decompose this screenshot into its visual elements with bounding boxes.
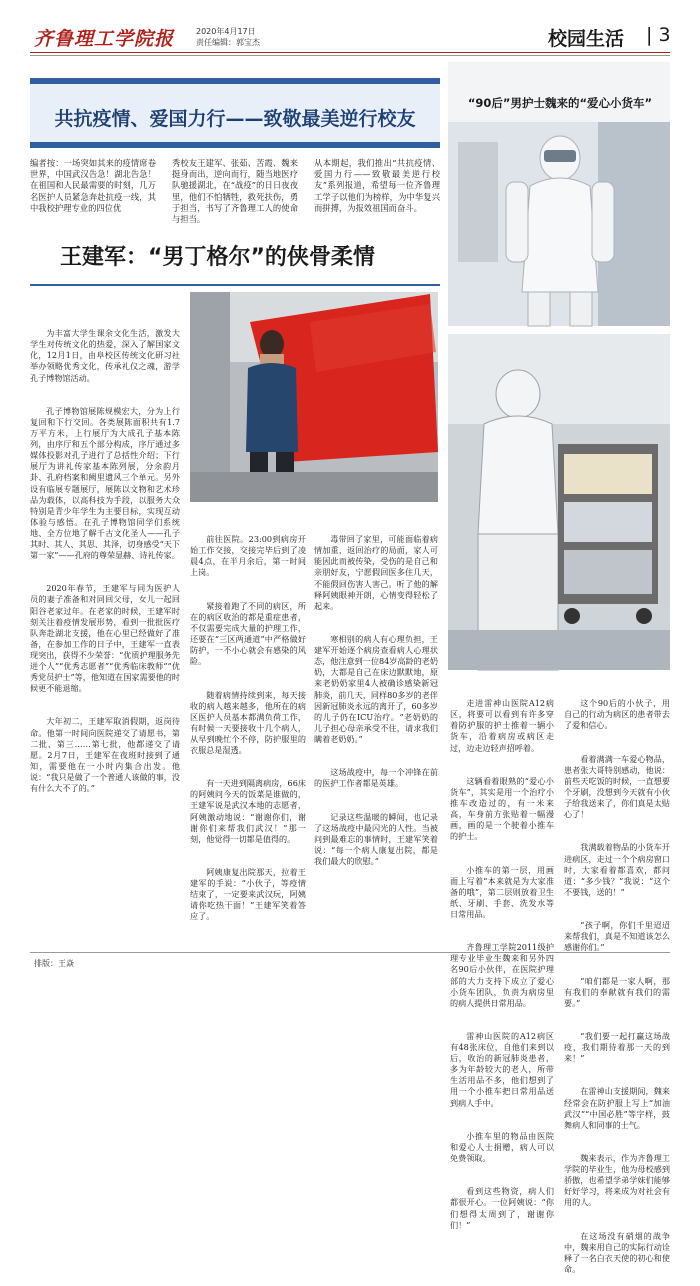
masthead-rule-thin <box>30 55 670 56</box>
paragraph: 小推车里的物品由医院和爱心人士捐赠，病人可以免费领取。 <box>450 1130 554 1164</box>
paragraph: 2020年春节，王建军与同为医护人员的妻子准备和对同回父母，女儿一起回阳谷老家过年。在老家的时候，王建军时刻关注着疫情发展形势，看到一批批医疗队奔赴湖北支援，他在心里已经做好了准备，在参加工作的日子中，王建军一直表现突出，获得不少荣誉：“优质护理服务先进个人”“优秀志愿者”“优秀临床教师”“优秀党员护士”等，他知道在国家需要他的时候更不能退缩。 <box>30 583 180 694</box>
love-cart-photo <box>448 334 670 670</box>
issue-date: 2020年4月17日 <box>196 27 256 36</box>
page-number-value: 3 <box>658 24 671 46</box>
issue-editor: 责任编辑：郭宝杰 <box>196 38 260 47</box>
article-column-3 <box>314 512 438 878</box>
article-headline: 王建军：“男丁格尔”的侠骨柔情 <box>60 245 375 270</box>
paragraph: 前往医院。23:00到病房开始工作交接，交接完毕后到了凌晨4点，在半月余后，第一时间上岗。 <box>190 534 306 578</box>
series-title: 共抗疫情、爱国力行——致敬最美逆行校友 <box>54 108 416 130</box>
paragraph: 阿姨康复出院那天，拉着王建军的手说：“小伙子，等疫情结束了，一定要来武汉玩，阿姨请你吃热干面！”王建军笑着答应了。 <box>190 867 306 922</box>
paragraph: “孩子啊，你们千里迢迢来帮我们，真是不知道该怎么感谢你们。” <box>564 920 670 953</box>
newspaper-logo: 齐鲁理工学院报 <box>34 28 175 50</box>
paragraph: 这辆看着眼熟的“爱心小货车”，其实是用一个治疗小推车改造过的，有一米来高，车身前方张贴着一幅漫画，画的是一个驶着小推车的护士。 <box>450 775 554 842</box>
article-column-4 <box>450 676 554 1230</box>
paragraph: 雷神山医院的A12病区有48张床位，自他们来到以后，收治的新冠肺炎患者，多为年龄较大的老人，所带生活用品不多，他们想到了用一个小推车把日常用品送到病人手中。 <box>450 1031 554 1108</box>
paragraph: 大年初二，王建军取消假期，返岗待命。他第一时间向医院递交了请愿书，第二批、第三……第七批，他都递交了请愿。2月7日，王建军在夜班时接到了通知，需要他在一小时内集合出发。他说：“我只是做了一个普通人该做的事，没有什么大不了的。” <box>30 716 180 794</box>
paragraph: 这场战疫中，每一个冲锋在前的医护工作者都是英雄。 <box>314 767 438 789</box>
feature-caption: “90后”男护士魏来的“爱心小货车” <box>467 96 653 110</box>
paragraph: 寒相别的病人有心理负担，王建军开始逐个病房查看病人心理状态，他注意到一位84岁高龄的老奶奶，大都是自己在床边默默地，原来老奶奶家里4人被确诊感染新冠肺炎，前几天，同样80多岁的老伴因新冠肺炎永远的离开了，60多岁的儿子仍在ICU治疗。“老奶奶的儿子担心母亲承受不住，请求我们瞒着老奶奶。” <box>314 634 438 744</box>
editor-note-col-1: 编者按：一场突如其来的疫情席卷世界，中国武汉告急！湖北告急！在祖国和人民最需要的时刻，几万名医护人员紧急奔赴抗疫一线，其中我校护理专业的四位优 <box>30 158 156 213</box>
article-column-1 <box>30 306 180 805</box>
paragraph: 有一天进到隔离病房，66床的阿姨问今天的饭菜是谁做的，王建军说是武汉本地的志愿者，阿姨激动地说：“谢谢你们，谢谢你们来帮我们武汉！”那一刻，他觉得一切都是值得的。 <box>190 778 306 844</box>
article-column-2 <box>190 512 306 934</box>
paragraph: 孔子博物馆展陈规模宏大，分为上行复回和下行交回。各类展陈面积共有1.7万平方米，上行展厅为大成孔子基本陈列，由序厅和五个部分构成，序厅通过多媒体投影对孔子进行了总括性介绍；下行展厅为讲礼传家基本陈列展，分余韵月卦、孔府档案和阙里遗风三个单元。另外设有临展专题展厅，展陈以文物和艺术珍品为载体，以高科技为手段，以服务大众特别是青少年学生为主要目标，实现互动体验与感悟。在孔子博物馆同学们系统地、全方位地了解千古文化圣人——孔子其时、其人、其思、其泽，切身感受“天下第一家”——孔府的尊荣显赫、诗礼传家。 <box>30 405 180 561</box>
banner-portrait-photo <box>190 292 438 502</box>
paragraph: 魏来表示，作为齐鲁理工学院的毕业生，他为母校感到骄傲，也希望学弟学妹们能够好好学习，将来成为对社会有用的人。 <box>564 1153 670 1208</box>
paragraph: 记录这些温暖的瞬间，也记录了这场战疫中最闪光的人性。当被问到最难忘的事情时，王建军笑着说：“每一个病人康复出院，都是我们最大的欣慰。” <box>314 811 438 866</box>
paragraph: 随着病情持续到来，每天接收的病人越来越多，他所在的病区医护人员基本都满负荷工作，有时候一天要接收十几个病人，从早到晚忙个不停，防护服里的衣服总是湿透。 <box>190 689 306 755</box>
paragraph: 在雷神山支援期间，魏来经常会在防护服上写上“加油武汉”“中国必胜”等字样，鼓舞病人和同事的士气。 <box>564 1086 670 1130</box>
page-number: | 3 <box>646 24 671 46</box>
paragraph: 走进雷神山医院A12病区，将要可以看到有许多穿着防护服的护士推着一辆小货车，沿着病房或病区走过，边走边轻声招呼着。 <box>450 698 554 753</box>
masthead-rule <box>30 52 670 53</box>
issue-meta <box>196 26 260 48</box>
paragraph: 看着满满一车爱心物品，患者张大哥特别感动，他说：前些天吃饭的时候，一直想要个牙刷，没想到今天就有小伙子给我送来了，你们真是太贴心了！ <box>564 753 670 820</box>
paragraph: 小推车的第一层，用画面上写着“本来就是为大家准备的哦”，第二层则放着卫生纸、牙刷、手套、洗发水等日常用品。 <box>450 864 554 919</box>
footer-rule <box>30 952 670 953</box>
section-title: 校园生活 <box>548 28 625 50</box>
editor-note-col-3: 从本期起，我们推出“共抗疫情、爱国力行——致敬最美逆行校友”系列报道，希望每一位齐鲁理工学子以他们为榜样，为中华复兴而拼搏，为报效祖国而奋斗。 <box>314 158 440 213</box>
editor-note-col-2: 秀校友王建军、张茹、苦霞、魏来挺身而出，逆向而行，随当地医疗队驰援湖北，在“战疫”的日日夜夜里，他们不怕牺牲，救死扶伤，勇于担当，书写了齐鲁理工人的使命与担当。 <box>172 158 298 225</box>
article-headline-rule <box>30 284 440 286</box>
paragraph: 这个90后的小伙子，用自己的行动为病区的患者带去了爱和信心。 <box>564 698 670 731</box>
paragraph: 为丰富大学生课余文化生活，激发大学生对传统文化的热爱，深入了解国家文化，12月1日，由阜校区传统文化研习社举办领略优秀文化，传承礼仪之魂，游学孔子博物馆活动。 <box>30 328 180 383</box>
paragraph: “我们要一起打赢这场战疫，我们期待着那一天的到来！” <box>564 1031 670 1064</box>
paragraph: 紧接着跑了不同的病区，所在的病区收治的都是重症患者，不仅需要完成大量的护理工作，还要在“三区两通道”中严格做好防护，一不小心就会有感染的风险。 <box>190 600 306 667</box>
paragraph: 毒带回了家里，可能面临着病情加重，返回治疗的局面，家人可能因此而被传染，受伤的是自己和亲朋好友，宁愿假回医多住几天，不能假回伤害人害己。听了他的解释阿姨眼神开朗，心情变得轻松了起来。 <box>314 534 438 611</box>
paragraph: “咱们都是一家人啊，那有我们的奉献就有我们的需要。” <box>564 975 670 1008</box>
paragraph: 看到这些物资，病人们都很开心。一位阿姨说：“你们想得太周到了，谢谢你们！” <box>450 1186 554 1230</box>
typesetter-credit: 排版：王焱 <box>34 959 74 968</box>
article-column-5 <box>564 676 670 1274</box>
paragraph: 齐鲁理工学院2011级护理专业毕业生魏来和另外四名90后小伙伴，在医院护理部的大力支持下成立了爱心小货车团队，负责为病房里的病人提供日常用品。 <box>450 942 554 1008</box>
paragraph: 在这场没有硝烟的战争中，魏来用自己的实际行动诠释了一名白衣天使的初心和使命。 <box>564 1230 670 1274</box>
paragraph: 我满载着物品的小货车开进病区，走过一个个病房窗口时，大家看着都喜欢，都问道：“多少钱？”我说：“这个不要钱，送的！” <box>564 842 670 897</box>
